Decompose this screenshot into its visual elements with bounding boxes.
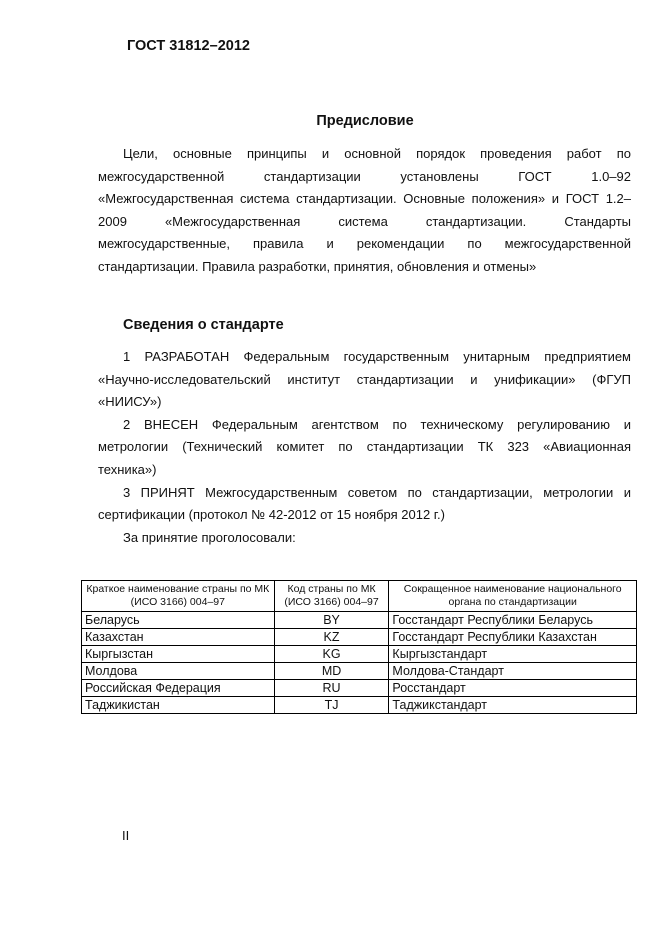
body-cell: Росстандарт — [389, 680, 637, 697]
info-item-3-line: сертификации (протокол № 42-2012 от 15 ноября 2012 г.) — [98, 507, 445, 523]
code-cell: RU — [274, 680, 389, 697]
voted-label: За принятие проголосовали: — [123, 529, 296, 545]
foreword-line: «Межгосударственная система стандартизации. Основные положения» и ГОСТ 1.2– — [98, 191, 631, 207]
info-item-1-line: «Научно-исследовательский институт стандартизации и унификации» (ФГУП — [98, 371, 631, 387]
info-paragraphs — [98, 346, 631, 549]
country-cell: Кыргызстан — [82, 646, 275, 663]
standard-number: ГОСТ 31812–2012 — [127, 38, 250, 54]
country-cell: Российская Федерация — [82, 680, 275, 697]
table-row — [82, 629, 637, 646]
code-cell: MD — [274, 663, 389, 680]
body-cell: Молдова-Стандарт — [389, 663, 637, 680]
foreword-line: межгосударственные, правила и рекомендации по межгосударственной — [98, 236, 631, 252]
table-row — [82, 680, 637, 697]
country-cell: Таджикистан — [82, 697, 275, 714]
code-cell: BY — [274, 612, 389, 629]
foreword-paragraph — [98, 143, 631, 279]
table-row — [82, 663, 637, 680]
info-item-2-line: метрологии (Технический комитет по стандартизации ТК 323 «Авиационная — [98, 439, 631, 455]
code-cell: TJ — [274, 697, 389, 714]
info-item-2-line: 2 ВНЕСЕН Федеральным агентством по техническому регулированию и — [123, 416, 631, 432]
info-item-3-line: 3 ПРИНЯТ Межгосударственным советом по стандартизации, метрологии и — [123, 484, 631, 500]
info-item-1-line: «НИИСУ») — [98, 394, 162, 410]
country-cell: Казахстан — [82, 629, 275, 646]
info-item-2-line: техника») — [98, 461, 157, 477]
header-code: Код страны по МК (ИСО 3166) 004–97 — [274, 581, 389, 612]
body-cell: Госстандарт Республики Казахстан — [389, 629, 637, 646]
foreword-title: Предисловие — [316, 113, 414, 129]
body-cell: Таджикстандарт — [389, 697, 637, 714]
info-title: Сведения о стандарте — [123, 317, 284, 333]
country-cell: Беларусь — [82, 612, 275, 629]
body-cell: Кыргызстандарт — [389, 646, 637, 663]
table-row — [82, 646, 637, 663]
code-cell: KG — [274, 646, 389, 663]
foreword-line: межгосударственной стандартизации установлены ГОСТ 1.0–92 — [98, 168, 631, 184]
page-number: II — [122, 828, 130, 843]
header-country: Краткое наименование страны по МК (ИСО 3166) 004–97 — [82, 581, 275, 612]
header-body: Сокращенное наименование национального органа по стандартизации — [389, 581, 637, 612]
country-cell: Молдова — [82, 663, 275, 680]
table-row — [82, 612, 637, 629]
table-header-row — [82, 581, 637, 612]
table-row — [82, 697, 637, 714]
body-cell: Госстандарт Республики Беларусь — [389, 612, 637, 629]
voting-table — [81, 580, 637, 714]
foreword-line: Цели, основные принципы и основной порядок проведения работ по — [123, 146, 631, 161]
foreword-line: 2009 «Межгосударственная система стандартизации. Стандарты — [98, 213, 631, 229]
code-cell: KZ — [274, 629, 389, 646]
foreword-line: стандартизации. Правила разработки, принятия, обновления и отмены» — [98, 258, 537, 274]
info-item-1-line: 1 РАЗРАБОТАН Федеральным государственным унитарным предприятием — [123, 349, 631, 364]
